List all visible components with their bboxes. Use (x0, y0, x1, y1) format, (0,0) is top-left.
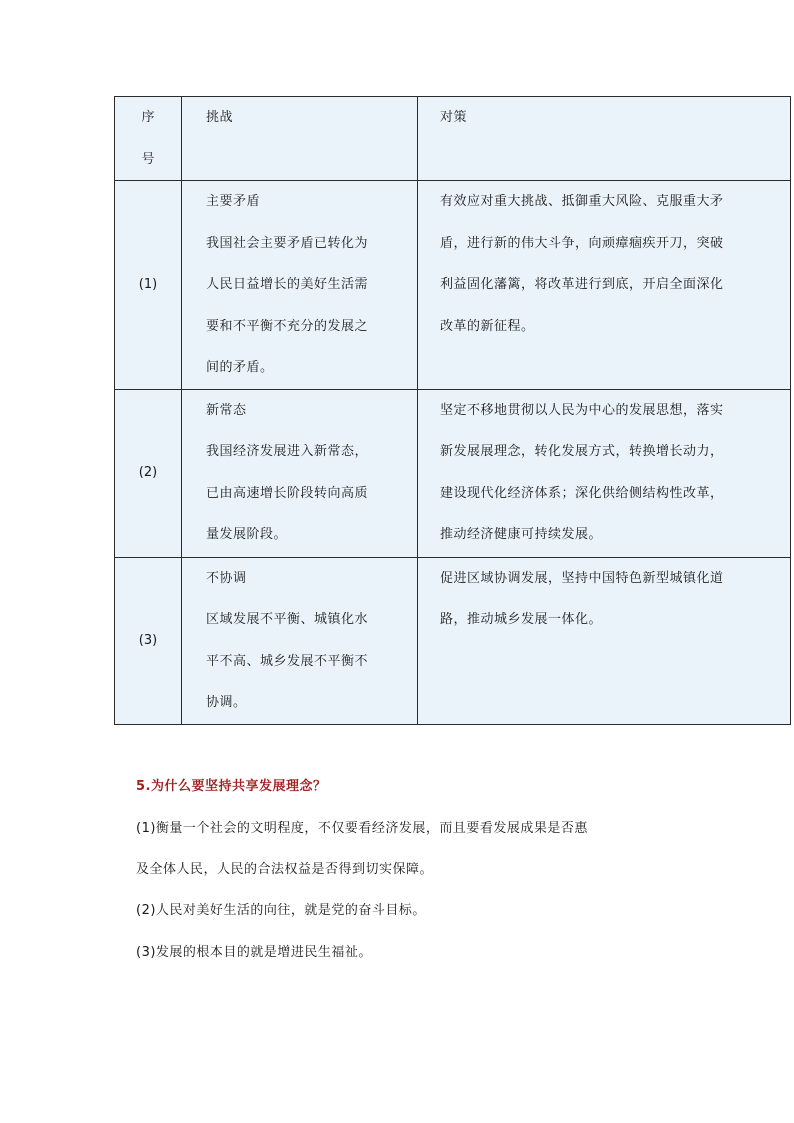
challenge-line: 间的矛盾。 (206, 360, 274, 375)
row-measure (418, 557, 791, 724)
table-row (115, 181, 791, 390)
header-measure (418, 97, 791, 181)
row-measure (418, 181, 791, 390)
row-challenge (182, 557, 418, 724)
header-no-line2: 号 (141, 151, 155, 167)
paragraph-1-line-1: (1)衡量一个社会的文明程度，不仅要看经济发展，而且要看发展成果是否惠 (136, 821, 588, 836)
row-challenge (182, 389, 418, 557)
measure-line: 路，推动城乡发展一体化。 (440, 612, 603, 627)
paragraph-3: (3)发展的根本目的就是增进民生福祉。 (136, 945, 372, 960)
challenge-line: 我国经济发展进入新常态， (206, 444, 369, 459)
challenge-line: 协调。 (206, 695, 247, 710)
row-measure (418, 389, 791, 557)
challenge-title: 主要矛盾 (206, 194, 261, 209)
measure-line: 推动经济健康可持续发展。 (440, 527, 603, 542)
measure-line: 新发展展理念，转化发展方式，转换增长动力， (440, 444, 724, 459)
measure-line: 建设现代化经济体系；深化供给侧结构性改革， (440, 485, 724, 501)
row-no: (3) (115, 557, 182, 724)
challenges-table (114, 96, 791, 725)
challenge-line: 量发展阶段。 (206, 527, 288, 542)
challenge-line: 已由高速增长阶段转向高质 (206, 485, 369, 501)
paragraph-1-line-2: 及全体人民，人民的合法权益是否得到切实保障。 (136, 862, 434, 877)
header-challenge (182, 97, 418, 181)
challenge-title: 不协调 (206, 570, 247, 586)
challenge-line: 人民日益增长的美好生活需 (206, 277, 369, 292)
section-heading: 5.为什么要坚持共享发展理念？ (136, 779, 327, 794)
row-no: (2) (115, 389, 182, 557)
table-row (115, 389, 791, 557)
row-no: (1) (115, 181, 182, 390)
header-no-line1: 序 (141, 110, 155, 125)
measure-line: 盾，进行新的伟大斗争，向顽瘴痼疾开刀，突破 (440, 235, 724, 251)
challenge-line: 要和不平衡不充分的发展之 (206, 318, 369, 334)
measure-line: 促进区域协调发展，坚持中国特色新型城镇化道 (440, 570, 724, 586)
challenge-title: 新常态 (206, 402, 247, 418)
measure-line: 改革的新征程。 (440, 318, 535, 334)
challenge-line: 区域发展不平衡、城镇化水 (206, 612, 369, 627)
header-measure-label: 对策 (440, 110, 468, 125)
header-no (115, 97, 182, 181)
measure-line: 利益固化藩篱，将改革进行到底，开启全面深化 (440, 277, 724, 292)
challenge-line: 平不高、城乡发展不平衡不 (206, 653, 369, 669)
paragraph-2: (2)人民对美好生活的向往，就是党的奋斗目标。 (136, 903, 426, 918)
table-header-row (115, 97, 791, 181)
measure-line: 有效应对重大挑战、抵御重大风险、克服重大矛 (440, 194, 724, 209)
table-row (115, 557, 791, 724)
challenge-line: 我国社会主要矛盾已转化为 (206, 235, 369, 251)
measure-line: 坚定不移地贯彻以人民为中心的发展思想，落实 (440, 402, 724, 418)
row-challenge (182, 181, 418, 390)
header-challenge-label: 挑战 (206, 110, 234, 125)
